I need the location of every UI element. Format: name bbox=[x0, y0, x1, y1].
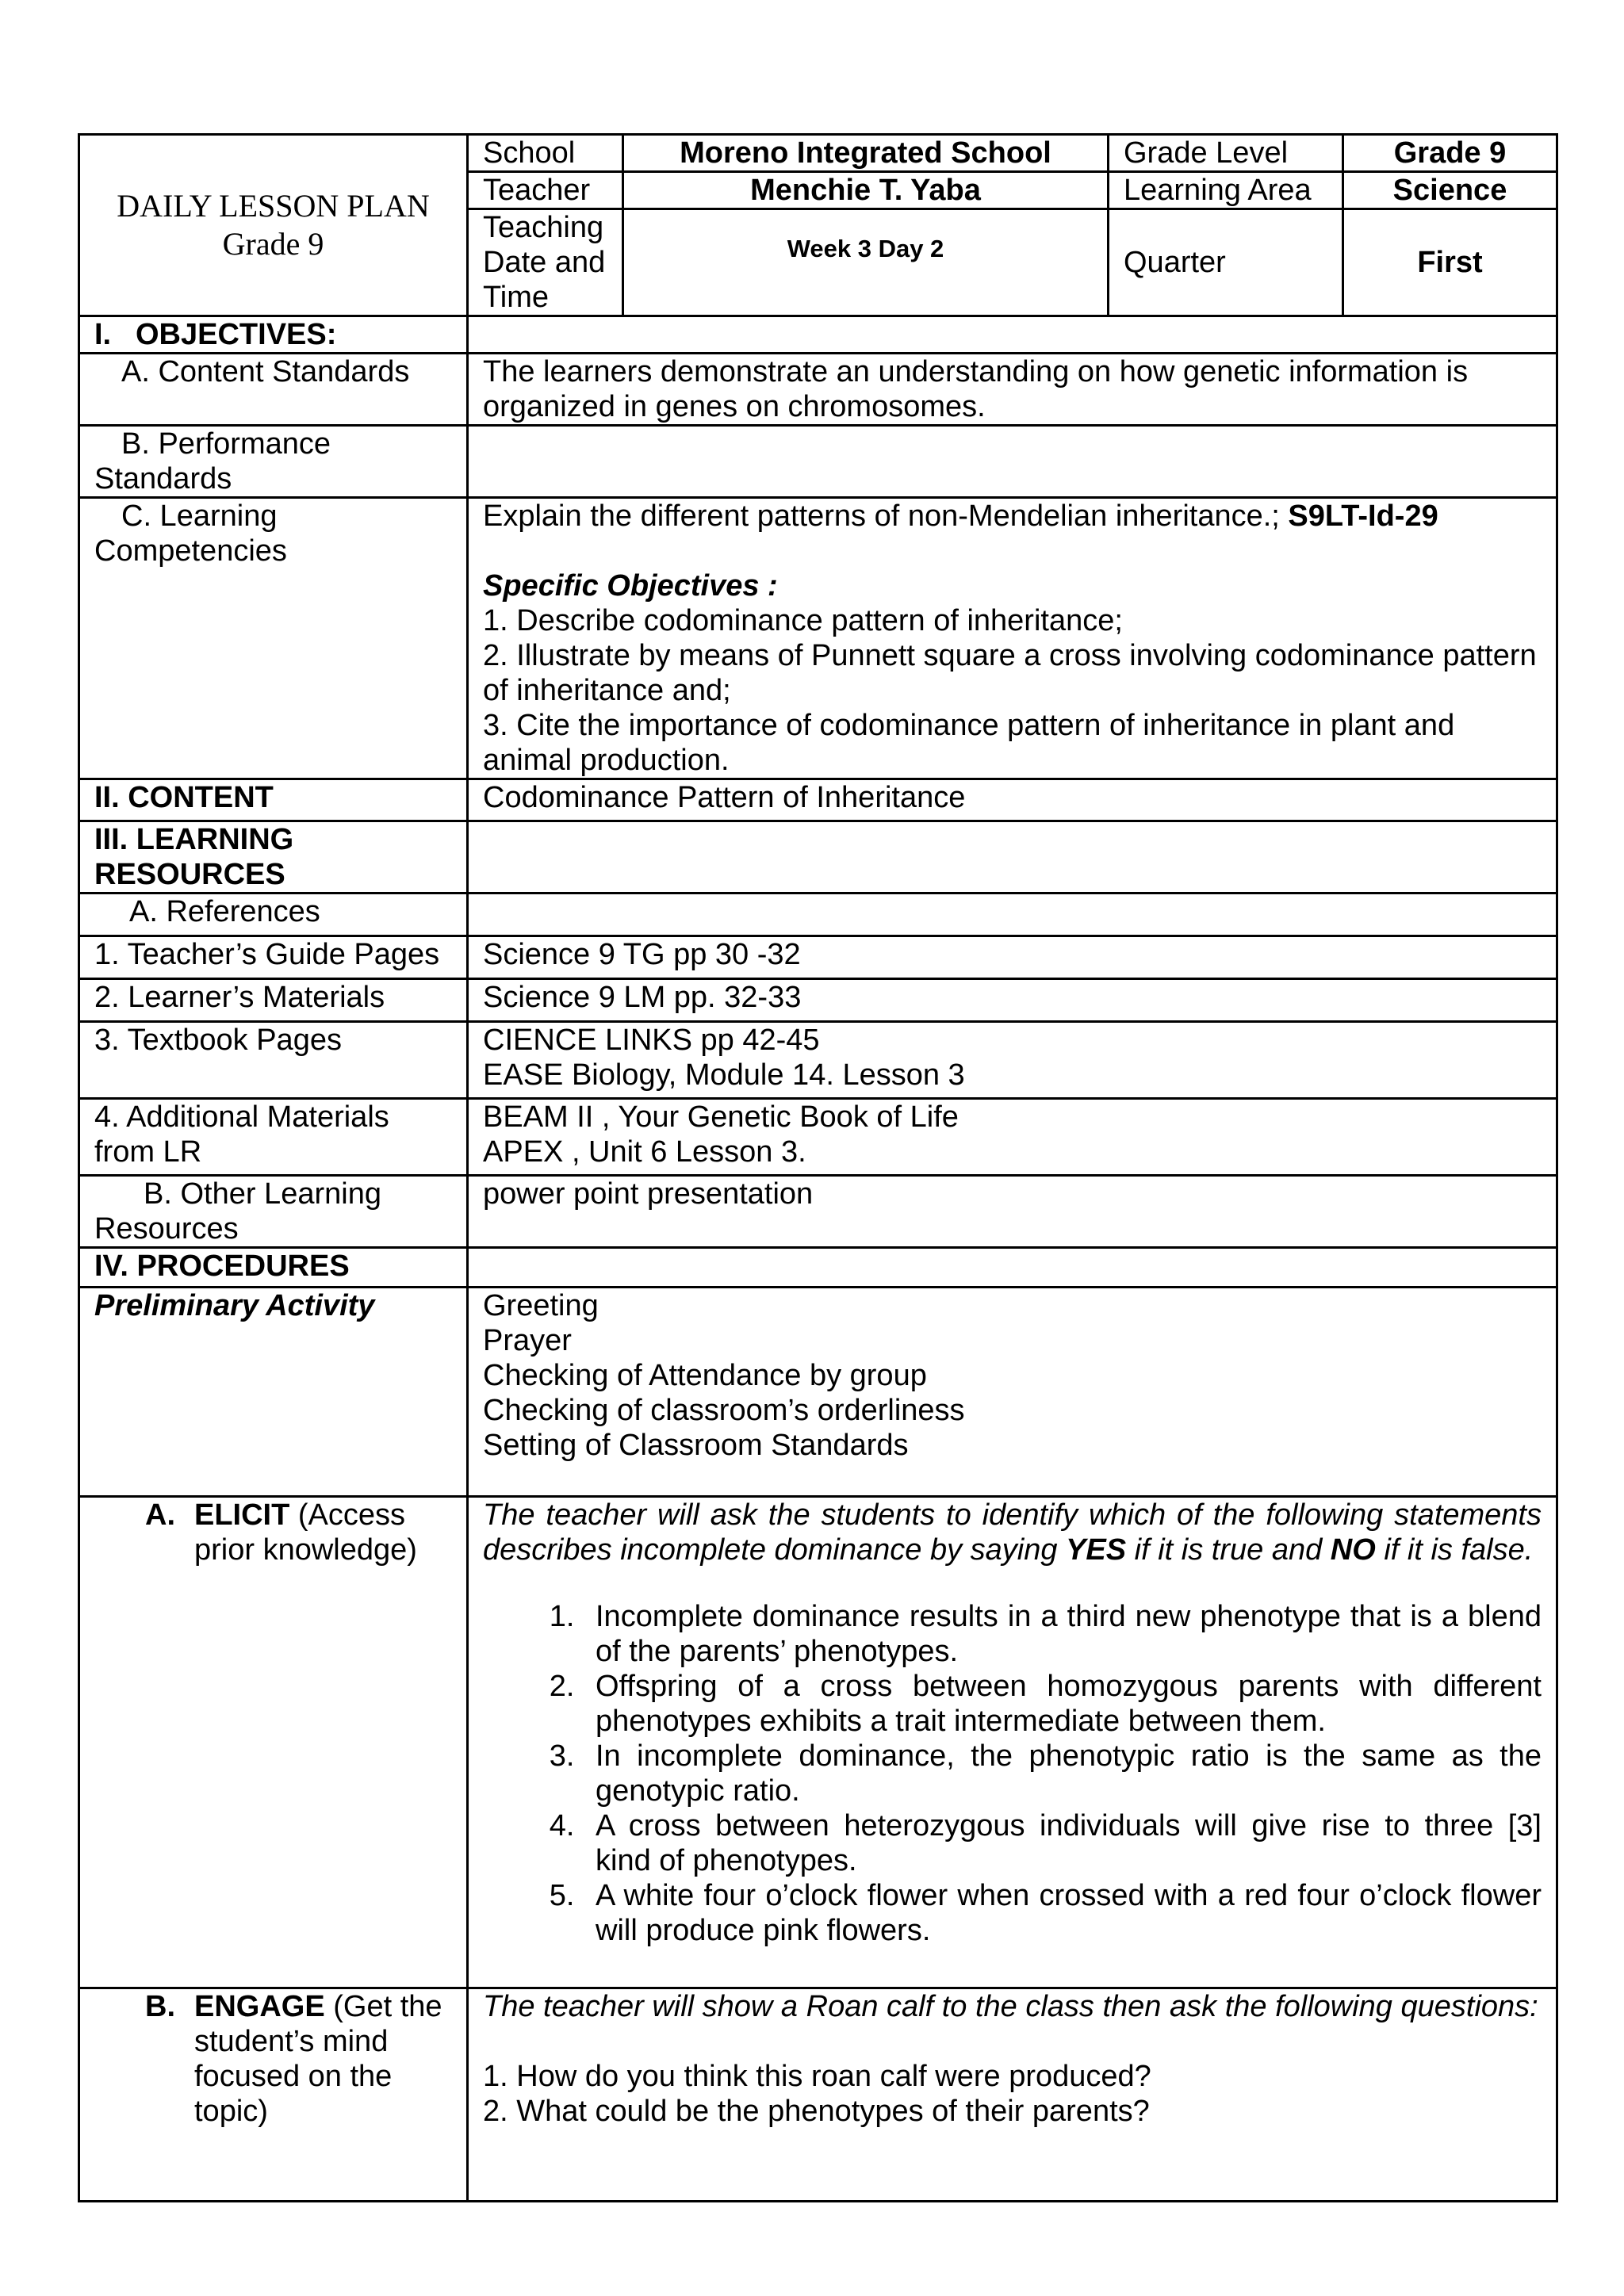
grade-level-label: Grade Level bbox=[1109, 135, 1343, 172]
preliminary-item: Greeting bbox=[483, 1289, 599, 1322]
engage-label: B. ENGAGE (Get the student’s mind focused on the topic) bbox=[79, 1988, 468, 2202]
list-item: 3. In incomplete dominance, the phenotypic ratio is the same as the genotypic ratio. bbox=[583, 1739, 1542, 1808]
references-label: A. References bbox=[79, 894, 468, 936]
procedures-empty bbox=[468, 1248, 1557, 1288]
engage-content bbox=[468, 1988, 1557, 2202]
content-standards-label: A. Content Standards bbox=[79, 354, 468, 426]
procedures-heading: IV. PROCEDURES bbox=[79, 1248, 468, 1288]
teaching-date-value: Week 3 Day 2 bbox=[623, 209, 1109, 316]
teachers-guide-label: 1. Teacher’s Guide Pages bbox=[79, 936, 468, 979]
school-label: School bbox=[468, 135, 623, 172]
specific-objective-2: 2. Illustrate by means of Punnett square a cross involving codominance pattern of inheritance and; bbox=[483, 639, 1537, 707]
engage-question: 2. What could be the phenotypes of their parents? bbox=[483, 2095, 1150, 2128]
competency-code: S9LT-Id-29 bbox=[1288, 499, 1438, 533]
engage-question: 1. How do you think this roan calf were produced? bbox=[483, 2060, 1151, 2093]
quarter-value: First bbox=[1343, 209, 1557, 316]
preliminary-item: Setting of Classroom Standards bbox=[483, 1429, 909, 1462]
textbook-pages-label: 3. Textbook Pages bbox=[79, 1022, 468, 1099]
quarter-label: Quarter bbox=[1109, 209, 1343, 316]
engage-instructions: The teacher will show a Roan calf to the class then ask the following questions: bbox=[483, 1990, 1538, 2023]
learning-area-value: Science bbox=[1343, 172, 1557, 209]
list-item: 5. A white four o’clock flower when crossed with a red four o’clock flower will produce pink flowers. bbox=[583, 1878, 1542, 1948]
learning-area-label: Learning Area bbox=[1109, 172, 1343, 209]
teacher-label: Teacher bbox=[468, 172, 623, 209]
specific-objective-3: 3. Cite the importance of codominance pattern of inheritance in plant and animal production. bbox=[483, 709, 1455, 777]
preliminary-item: Prayer bbox=[483, 1324, 572, 1357]
title-line-1: DAILY LESSON PLAN bbox=[117, 188, 430, 224]
learners-materials-label: 2. Learner’s Materials bbox=[79, 979, 468, 1022]
lesson-plan-title bbox=[79, 135, 468, 316]
elicit-title: ELICIT bbox=[194, 1498, 290, 1532]
other-resources-value: power point presentation bbox=[468, 1176, 1557, 1248]
performance-standards-label: B. Performance Standards bbox=[79, 426, 468, 498]
additional-materials-label: 4. Additional Materials from LR bbox=[79, 1099, 468, 1176]
competency-statement: Explain the different patterns of non-Mendelian inheritance.; S9LT-Id-29 bbox=[483, 499, 1438, 533]
objectives-empty bbox=[468, 316, 1557, 354]
preliminary-activity-list bbox=[468, 1288, 1557, 1497]
elicit-label: A. ELICIT (Access prior knowledge) bbox=[79, 1497, 468, 1988]
textbook-pages-value: CIENCE LINKS pp 42-45 EASE Biology, Module 14. Lesson 3 bbox=[468, 1022, 1557, 1099]
preliminary-item: Checking of classroom’s orderliness bbox=[483, 1394, 965, 1427]
specific-objectives-heading: Specific Objectives : bbox=[483, 569, 778, 603]
list-item: 1. Incomplete dominance results in a third new phenotype that is a blend of the parents’ phenotypes. bbox=[583, 1599, 1542, 1669]
elicit-content bbox=[468, 1497, 1557, 1988]
elicit-instructions: The teacher will ask the students to identify which of the following statements describes incomplete dominance by saying YES if it is true and NO if it is false. bbox=[483, 1498, 1542, 1567]
teaching-date-label: Teaching Date and Time bbox=[468, 209, 623, 316]
engage-title: ENGAGE bbox=[194, 1990, 325, 2023]
list-item: 2. Offspring of a cross between homozygous parents with different phenotypes exhibits a trait intermediate between them. bbox=[583, 1669, 1542, 1739]
lesson-plan-table bbox=[78, 133, 1558, 2202]
school-value: Moreno Integrated School bbox=[623, 135, 1109, 172]
preliminary-activity-label: Preliminary Activity bbox=[79, 1288, 468, 1497]
content-heading: II. CONTENT bbox=[79, 779, 468, 821]
specific-objective-1: 1. Describe codominance pattern of inheritance; bbox=[483, 604, 1123, 637]
grade-level-value: Grade 9 bbox=[1343, 135, 1557, 172]
references-empty bbox=[468, 894, 1557, 936]
learners-materials-value: Science 9 LM pp. 32-33 bbox=[468, 979, 1557, 1022]
content-standards-value: The learners demonstrate an understanding on how genetic information is organized in genes on chromosomes. bbox=[468, 354, 1557, 426]
learning-competencies-label: C. Learning Competencies bbox=[79, 498, 468, 779]
learning-resources-empty bbox=[468, 821, 1557, 894]
preliminary-item: Checking of Attendance by group bbox=[483, 1359, 927, 1392]
objectives-heading: I. OBJECTIVES: bbox=[79, 316, 468, 354]
content-value: Codominance Pattern of Inheritance bbox=[468, 779, 1557, 821]
elicit-statements bbox=[483, 1599, 1542, 1948]
performance-standards-value bbox=[468, 426, 1557, 498]
list-item: 4. A cross between heterozygous individuals will give rise to three [3] kind of phenotypes. bbox=[583, 1808, 1542, 1878]
teacher-value: Menchie T. Yaba bbox=[623, 172, 1109, 209]
learning-resources-heading: III. LEARNING RESOURCES bbox=[79, 821, 468, 894]
title-line-2: Grade 9 bbox=[222, 226, 324, 262]
teachers-guide-value: Science 9 TG pp 30 -32 bbox=[468, 936, 1557, 979]
other-resources-label: B. Other Learning Resources bbox=[79, 1176, 468, 1248]
additional-materials-value: BEAM II , Your Genetic Book of Life APEX , Unit 6 Lesson 3. bbox=[468, 1099, 1557, 1176]
learning-competencies-value bbox=[468, 498, 1557, 779]
